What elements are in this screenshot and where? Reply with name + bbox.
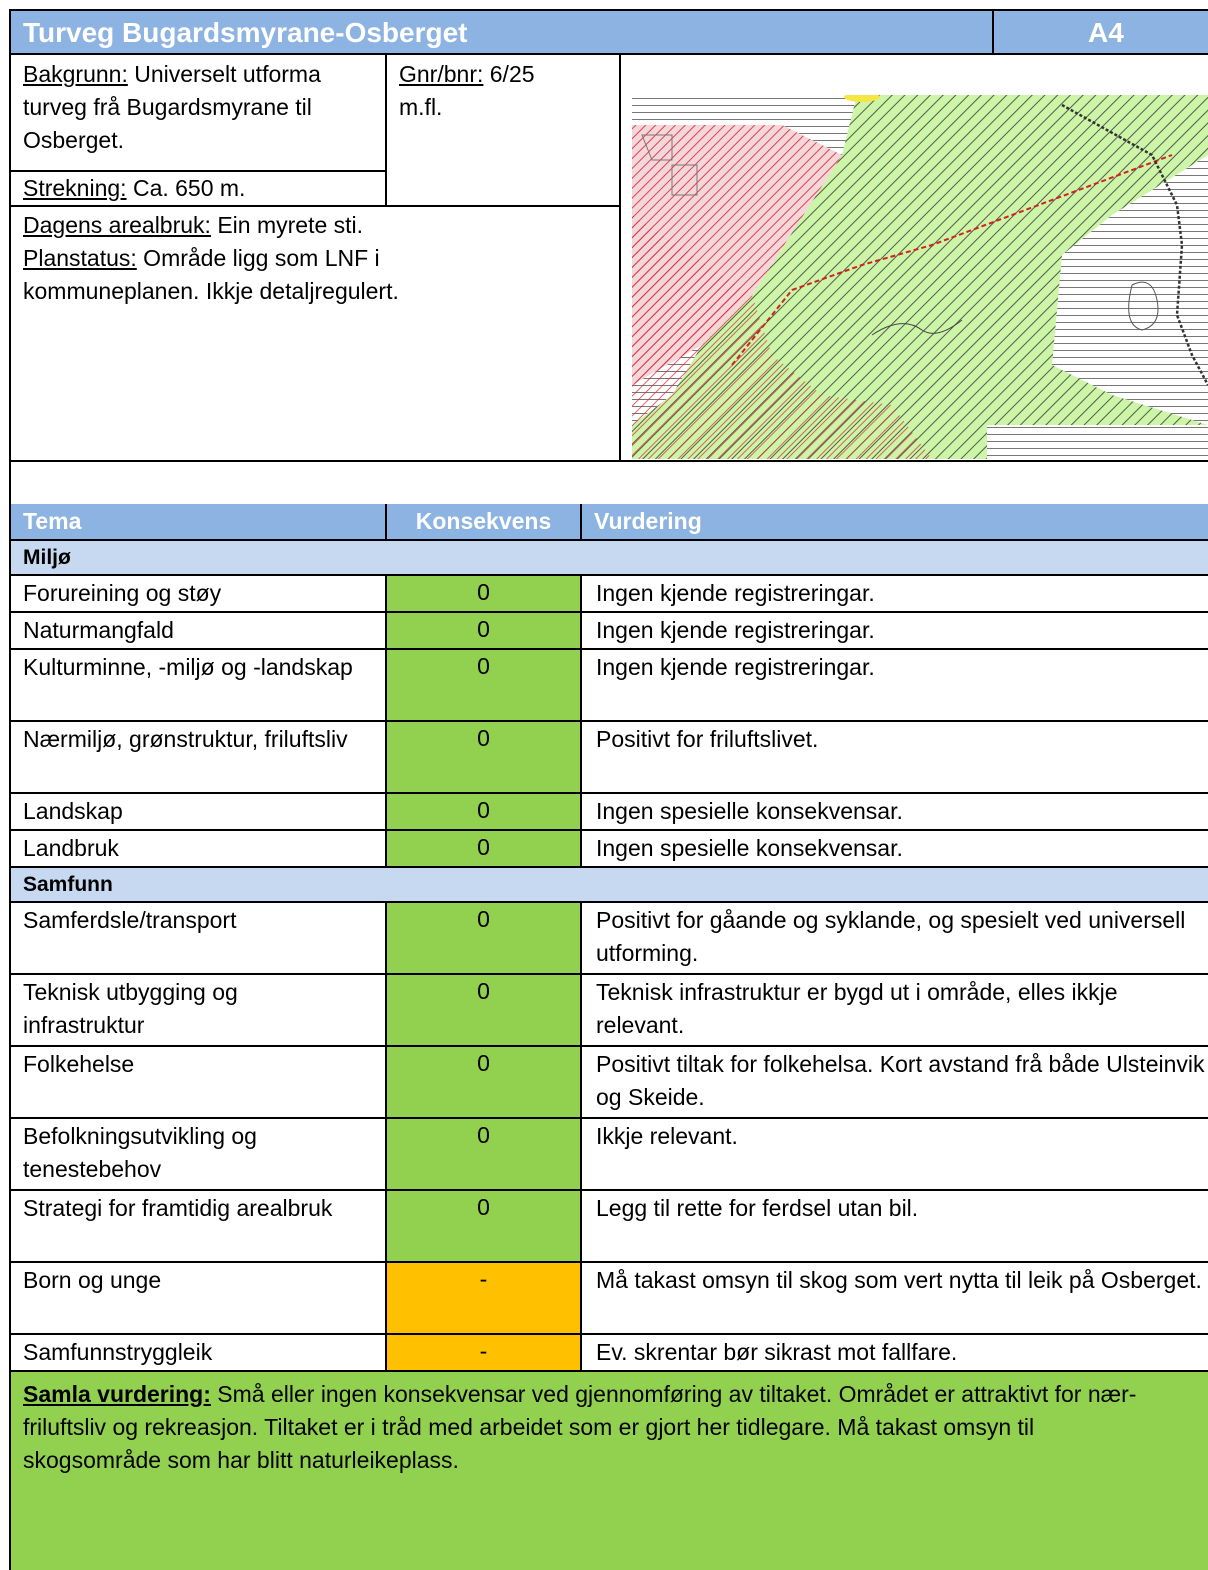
cell-konsekvens: -: [385, 1263, 580, 1333]
cell-konsekvens: 0: [385, 903, 580, 973]
cell-vurdering: Ingen kjende registreringar.: [580, 650, 1208, 720]
cell-konsekvens: 0: [385, 1047, 580, 1117]
table-row: [9, 901, 1208, 973]
cell-tema: Naturmangfald: [23, 617, 174, 643]
cell-tema: Befolkningsutvikling og tenestebehov: [23, 1123, 257, 1182]
cell-konsekvens: 0: [385, 722, 580, 792]
section-title: Miljø: [23, 546, 71, 569]
map-cell: [619, 55, 1208, 460]
item-code: A4: [1088, 17, 1124, 48]
cell-konsekvens: 0: [385, 1191, 580, 1261]
table-row: [9, 973, 1208, 1045]
cell-tema: Kulturminne, -miljø og -landskap: [23, 654, 353, 680]
cell-tema: Nærmiljø, grønstruktur, friluftsliv: [23, 726, 348, 752]
table-row: [9, 611, 1208, 648]
cell-konsekvens: 0: [385, 650, 580, 720]
cell-vurdering: Legg til rette for ferdsel utan bil.: [580, 1191, 1208, 1261]
code-cell: [992, 11, 1208, 53]
header-vurdering: Vurdering: [580, 504, 702, 539]
table-row: [9, 1045, 1208, 1117]
cell-vurdering: Positivt for gåande og syklande, og spesielt ved universell utforming.: [580, 903, 1208, 973]
cell-konsekvens: 0: [385, 794, 580, 829]
table-row: [9, 574, 1208, 611]
header-konsekvens: Konsekvens: [385, 504, 580, 539]
cell-vurdering: Ikkje relevant.: [580, 1119, 1208, 1189]
cell-tema: Teknisk utbygging og infrastruktur: [23, 979, 238, 1038]
section-header-row: [9, 866, 1208, 901]
cell-vurdering: Ingen kjende registreringar.: [580, 613, 1208, 648]
info-block: [9, 55, 1208, 462]
plan-label: Planstatus:: [23, 245, 137, 271]
table-row: [9, 829, 1208, 866]
spacer-row: [9, 462, 1208, 504]
plan-map-image: [632, 95, 1208, 459]
bakgrunn-label: Bakgrunn:: [23, 61, 128, 87]
cell-konsekvens: 0: [385, 975, 580, 1045]
section-header-row: [9, 539, 1208, 574]
table-row: [9, 1189, 1208, 1261]
table-body: [9, 539, 1208, 1370]
cell-tema: Strategi for framtidig arealbruk: [23, 1195, 333, 1221]
cell-vurdering: Positivt tiltak for folkehelsa. Kort avstand frå både Ulsteinvik og Skeide.: [580, 1047, 1208, 1117]
cell-tema: Samferdsle/transport: [23, 907, 237, 933]
cell-vurdering: Ingen spesielle konsekvensar.: [580, 794, 1208, 829]
summary-label: Samla vurdering:: [23, 1381, 211, 1407]
cell-konsekvens: 0: [385, 613, 580, 648]
bakgrunn-field: [23, 58, 383, 157]
table-row: [9, 648, 1208, 720]
cell-vurdering: Positivt for friluftslivet.: [580, 722, 1208, 792]
table-row: [9, 1117, 1208, 1189]
table-row: [9, 792, 1208, 829]
bakgrunn-text: Universelt utforma turveg frå Bugardsmyrane til Osberget.: [23, 61, 321, 153]
summary-box: [9, 1370, 1208, 1570]
cell-konsekvens: 0: [385, 576, 580, 611]
table-row: [9, 1333, 1208, 1370]
table-row: [9, 720, 1208, 792]
cell-vurdering: Teknisk infrastruktur er bygd ut i område, elles ikkje relevant.: [580, 975, 1208, 1045]
cell-vurdering: Må takast omsyn til skog som vert nytta til leik på Osberget.: [580, 1263, 1208, 1333]
summary-text: Små eller ingen konsekvensar ved gjennomføring av tiltaket. Området er attraktivt for nær-friluftsliv og rekreasjon. Tiltaket er i tråd med arbeidet som er gjort her tidlegare. Må takast omsyn til skogsområde som har blitt naturleikeplass.: [23, 1381, 1137, 1473]
cell-konsekvens: 0: [385, 831, 580, 866]
divider: [11, 205, 619, 207]
section-title: Samfunn: [23, 873, 113, 896]
gnr-text: 6/25 m.fl.: [399, 61, 535, 120]
table-header: [9, 504, 1208, 539]
areal-label: Dagens arealbruk:: [23, 212, 211, 238]
strekning-label: Strekning:: [23, 175, 127, 201]
areal-text: Ein myrete sti.: [210, 212, 364, 238]
cell-tema: Landbruk: [23, 835, 119, 861]
plan-text: Område ligg som LNF i kommuneplanen. Ikkje detaljregulert.: [23, 245, 399, 304]
strekning-field: [23, 172, 383, 205]
gnr-label: Gnr/bnr:: [399, 61, 484, 87]
assessment-table: [9, 504, 1208, 1370]
page-title: Turveg Bugardsmyrane-Osberget: [23, 17, 468, 48]
cell-vurdering: Ingen kjende registreringar.: [580, 576, 1208, 611]
strekning-text: Ca. 650 m.: [126, 175, 246, 201]
cell-tema: Forureining og støy: [23, 580, 222, 606]
cell-vurdering: Ingen spesielle konsekvensar.: [580, 831, 1208, 866]
cell-konsekvens: 0: [385, 1119, 580, 1189]
cell-vurdering: Ev. skrentar bør sikrast mot fallfare.: [580, 1335, 1208, 1370]
cell-konsekvens: -: [385, 1335, 580, 1370]
header-tema: Tema: [23, 508, 82, 534]
gnr-field: [399, 58, 574, 124]
cell-tema: Samfunnstryggleik: [23, 1339, 213, 1365]
cell-tema: Folkehelse: [23, 1051, 135, 1077]
table-row: [9, 1261, 1208, 1333]
areal-plan-field: [23, 209, 493, 308]
cell-tema: Landskap: [23, 798, 123, 824]
gnr-cell: [385, 55, 619, 207]
cell-tema: Born og unge: [23, 1267, 162, 1293]
title-bar: [9, 9, 1208, 55]
